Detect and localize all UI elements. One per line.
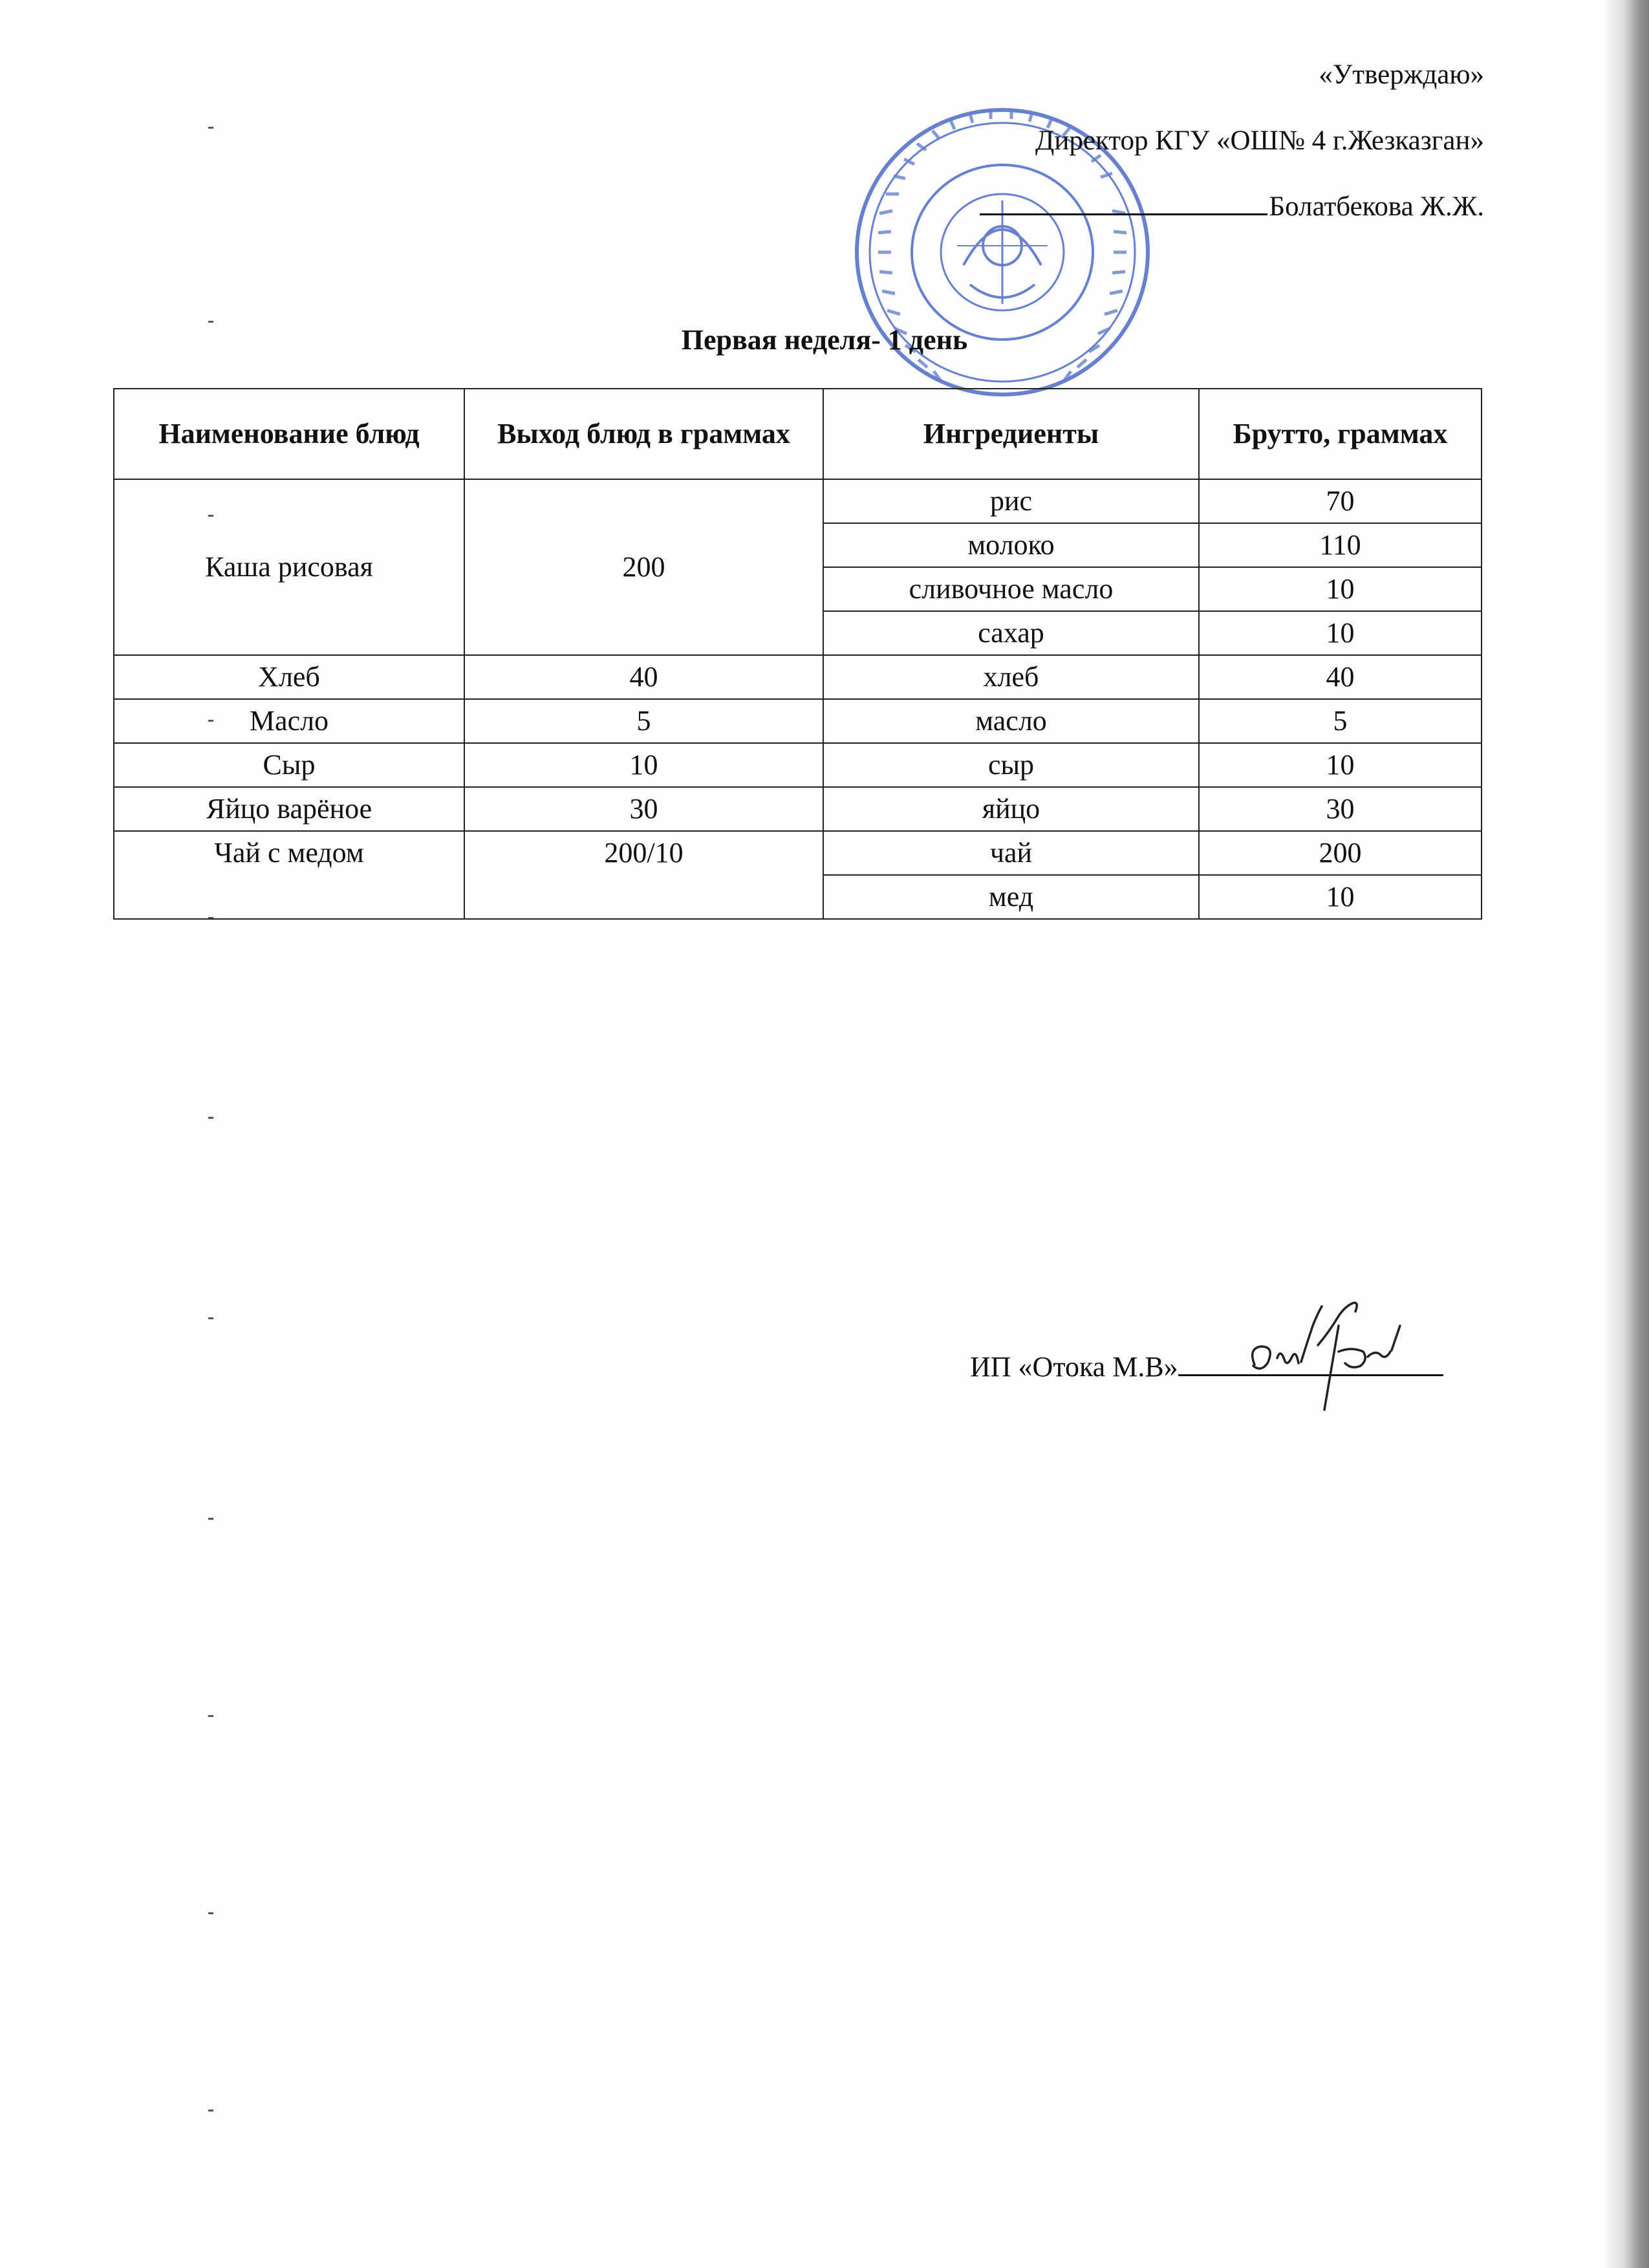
ingredient-cell: хлеб [823,655,1199,699]
ingredient-cell: сливочное масло [823,567,1199,611]
signature-blank [980,189,1267,215]
table-row [114,479,1482,523]
ingredient-cell: масло [823,699,1199,743]
dish-name-cell: Масло [114,699,464,743]
dish-output-cell: 5 [464,699,823,743]
dish-name-cell: Чай с медом [114,831,464,919]
menu-table [113,388,1482,920]
gross-cell: 5 [1199,699,1482,743]
gross-cell: 10 [1199,875,1482,919]
table-row [114,655,1482,699]
dish-name-cell: Каша рисовая [114,479,464,655]
gross-cell: 110 [1199,523,1482,567]
margin-tick [208,127,213,129]
ingredient-cell: сыр [823,743,1199,787]
margin-tick [208,1117,213,1119]
dish-output-cell: 200 [464,479,823,655]
supplier-label: ИП «Отока М.В» [970,1351,1178,1383]
ingredient-cell: мед [823,875,1199,919]
dish-output-cell: 40 [464,655,823,699]
table-row [114,699,1482,743]
ingredient-cell: яйцо [823,787,1199,831]
dish-name-cell: Яйцо варёное [114,787,464,831]
approval-heading: «Утверждаю» [1319,59,1484,90]
handwritten-signature-icon [1242,1287,1455,1442]
dish-name-cell: Хлеб [114,655,464,699]
approval-signature-line [980,174,1484,240]
dish-output-cell: 10 [464,743,823,787]
margin-tick [208,321,213,323]
gross-cell: 10 [1199,743,1482,787]
margin-tick [208,1317,213,1319]
gross-cell: 40 [1199,655,1482,699]
margin-tick [208,1715,213,1717]
ingredient-cell: сахар [823,611,1199,655]
dish-output-cell: 200/10 [464,831,823,919]
gross-cell: 10 [1199,611,1482,655]
margin-tick [208,1518,213,1520]
ingredient-cell: молоко [823,523,1199,567]
ingredient-cell: рис [823,479,1199,523]
approval-block [980,42,1484,240]
page-title: Первая неделя- 1 день [681,324,968,356]
column-header-output: Выход блюд в граммах [464,389,823,479]
table-row [114,787,1482,831]
column-header-ingredients: Ингредиенты [823,389,1199,479]
table-row [114,831,1482,875]
ingredient-cell: чай [823,831,1199,875]
column-header-dish-name: Наименование блюд [114,389,464,479]
gross-cell: 200 [1199,831,1482,875]
approval-director: Директор КГУ «ОШ№ 4 г.Жезказган» [1035,125,1484,156]
approval-director-name: Болатбекова Ж.Ж. [1269,191,1484,222]
dish-name-cell: Сыр [114,743,464,787]
margin-tick [208,2110,213,2111]
margin-tick [208,1912,213,1914]
gross-cell: 70 [1199,479,1482,523]
table-header-row [114,389,1482,479]
column-header-gross: Брутто, граммах [1199,389,1482,479]
gross-cell: 10 [1199,567,1482,611]
gross-cell: 30 [1199,787,1482,831]
table-row [114,743,1482,787]
dish-output-cell: 30 [464,787,823,831]
